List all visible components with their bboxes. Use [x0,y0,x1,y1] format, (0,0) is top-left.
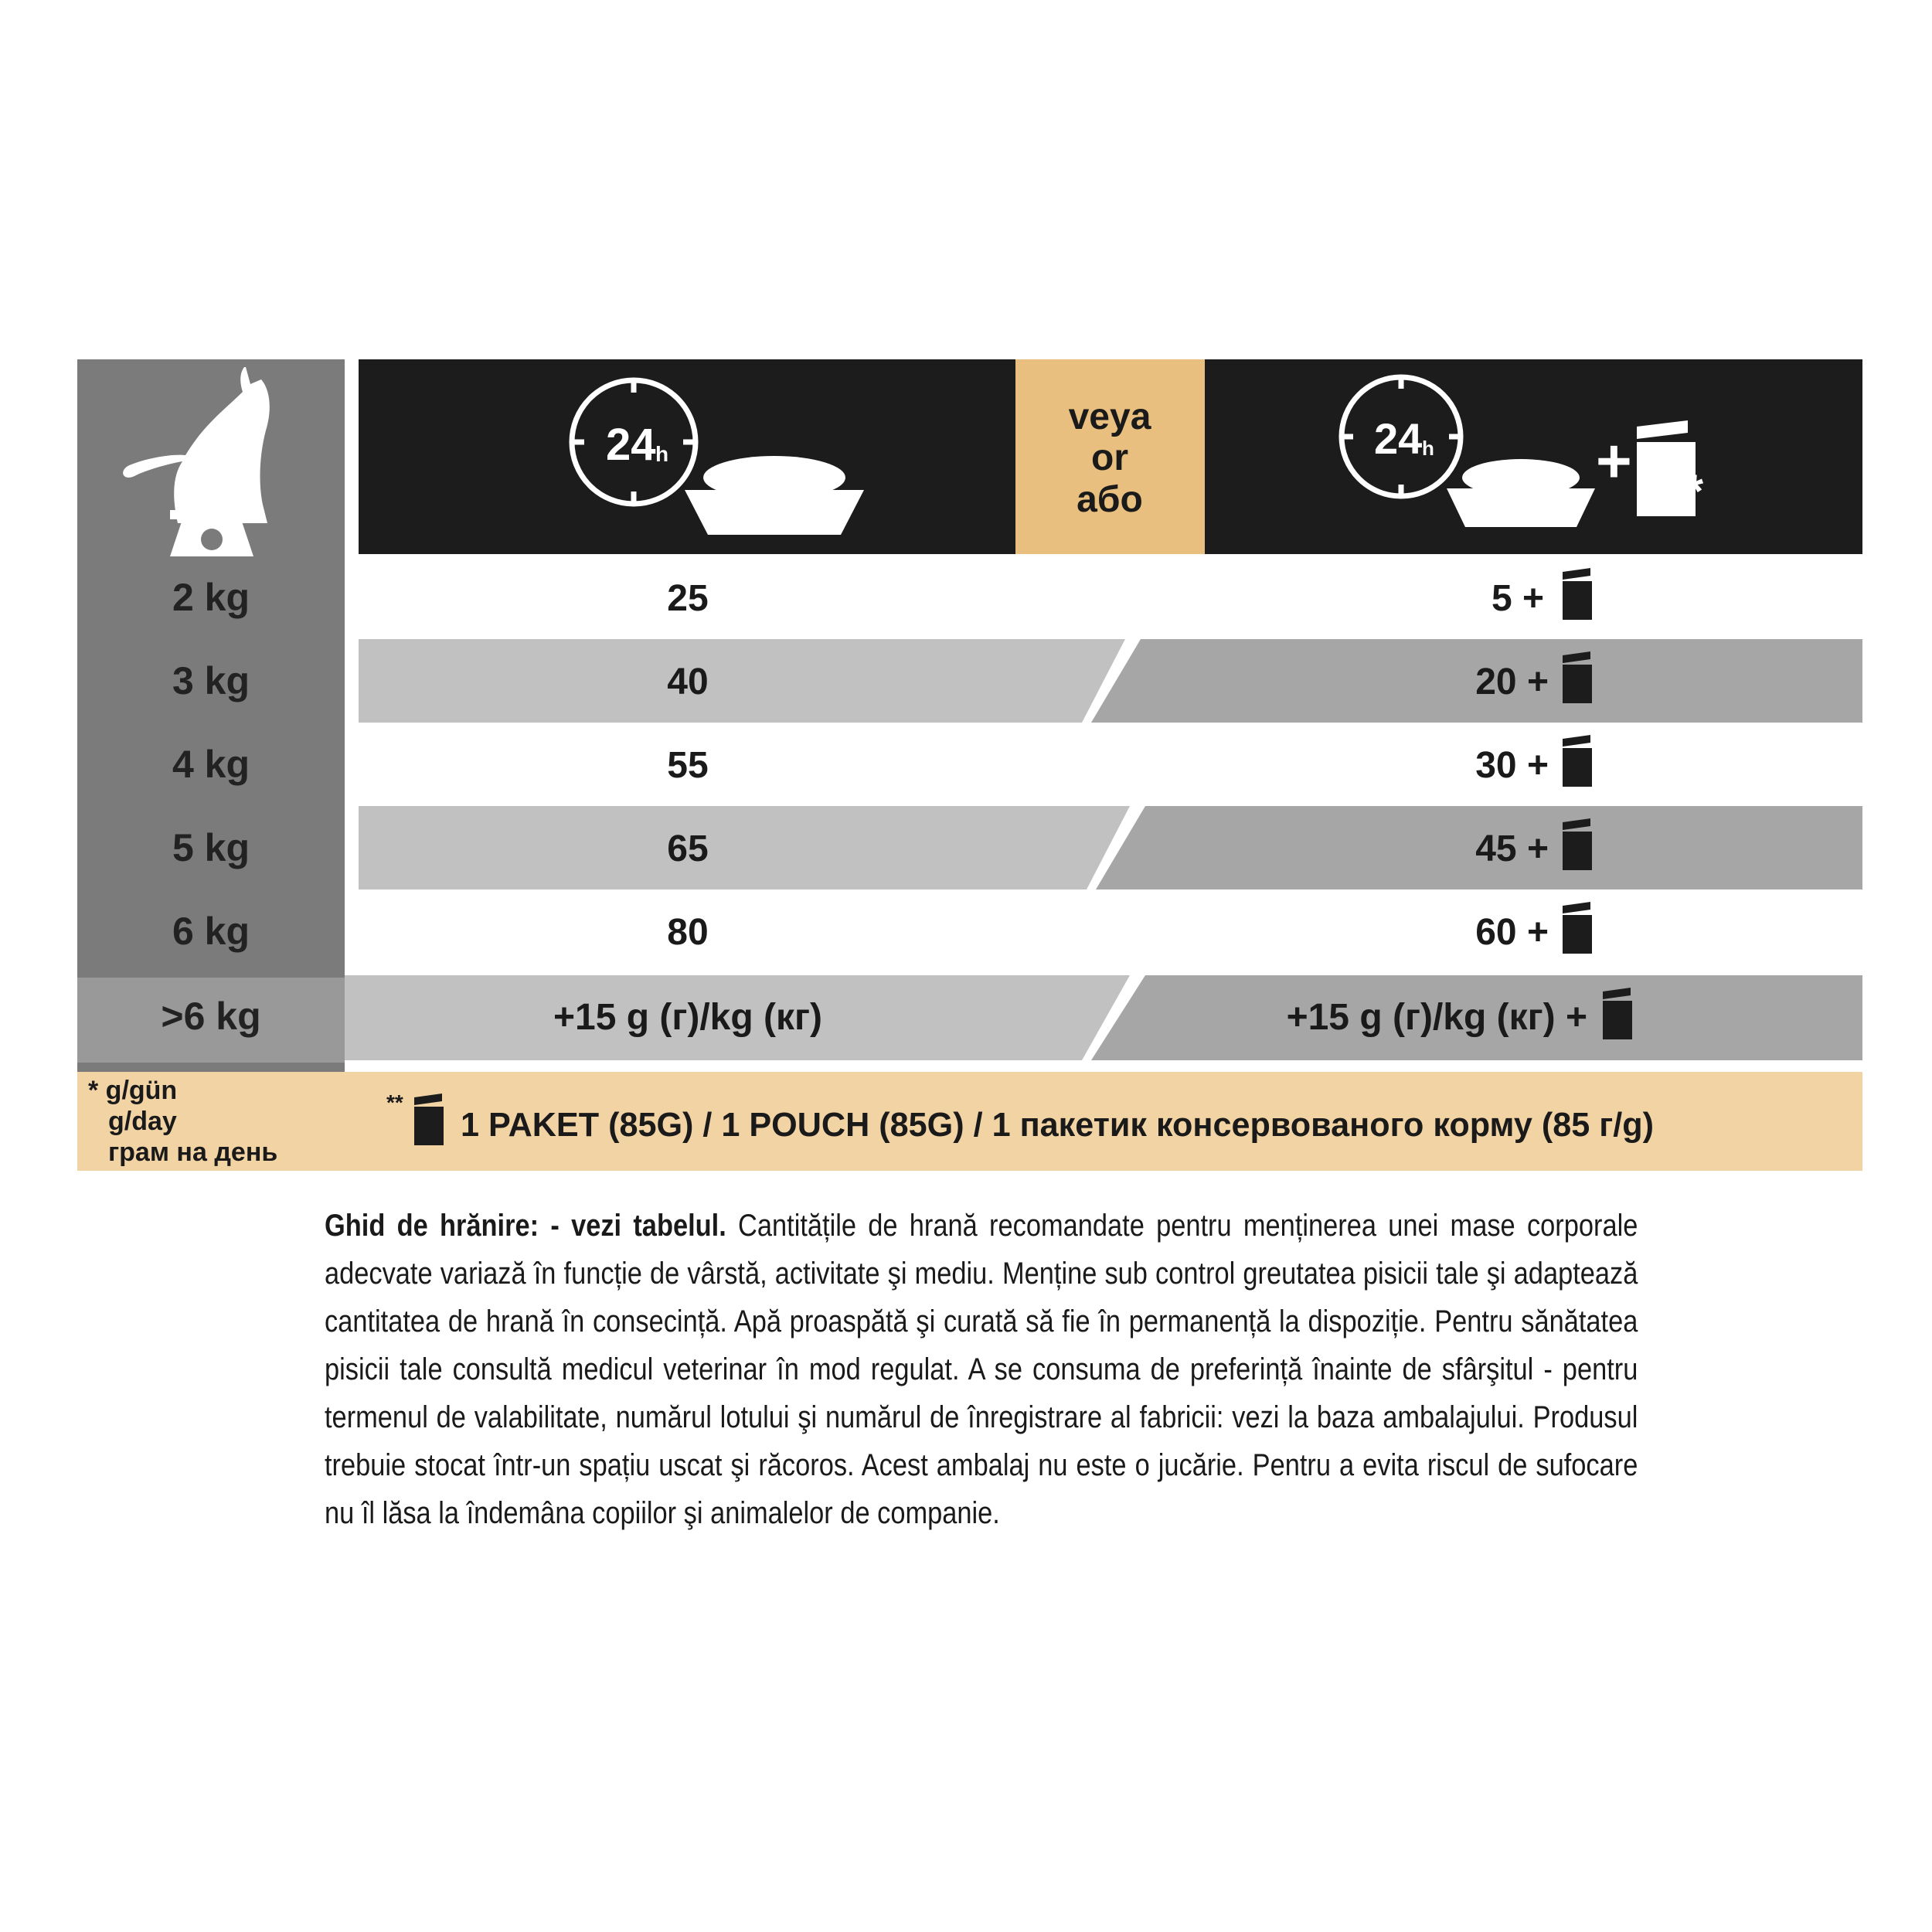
dry-value-5kg: 65 [667,828,709,869]
weight-label-2kg: 2 kg [172,576,250,619]
feeding-guide-body: Cantitățile de hrană recomandate pentru menținerea unei mase corporale adecvate variază în funcție de vârstă, activitate şi mediu. Menține sub control greutatea pisicii tale şi adaptează cantitatea de hrană în consecință. Apă proaspătă şi curată să fie în permanență la dispoziție. Pentru sănătatea pisicii tale consultă medicul veterinar în mod regulat. A se consuma de preferință înainte de sfârşitul - pentru termenul de valabilitate, numărul lotului şi numărul de înregistrare al fabricii: vezi la baza ambalajului. Produsul trebuie stocat într-un spațiu uscat şi răcoros. Acest ambalaj nu este o jucărie. Pentru a evita riscul de sufocare nu îl lăsa la îndemâna copiilor şi animalelor de companie. [325,1209,1638,1530]
dry-value-over6kg: +15 g (г)/kg (кг) [553,997,823,1038]
weight-label-over6kg: >6 kg [161,995,261,1038]
mix-pouch-count: 1** [1641,465,1704,517]
mix-value-3kg: 20 + [1475,662,1549,702]
unit-en: g/day [108,1107,177,1136]
pouch-icon [1563,902,1592,954]
feeding-guide-text [325,1202,1638,1537]
row-3kg-background [359,639,1862,723]
dry-value-6kg: 80 [667,912,709,953]
row-5kg-background [359,806,1862,889]
dry-value-2kg: 25 [667,578,709,619]
feeding-guide-lead: Ghid de hrănire: - vezi tabelul. [325,1209,726,1243]
dry-hours-unit: h [655,442,669,466]
pouch-footnote-marker: ** [386,1090,403,1114]
weight-label-6kg: 6 kg [172,910,250,953]
pouch-icon [1563,568,1592,620]
mix-value-4kg: 30 + [1475,745,1549,786]
pouch-icon [1563,818,1592,870]
mix-value-6kg: 60 + [1475,912,1549,953]
mix-grams-label: g* [1501,497,1527,526]
mix-value-over6kg: +15 g (г)/kg (кг) + [1286,997,1587,1038]
scale-dial-icon [201,529,223,550]
dry-value-4kg: 55 [667,745,709,786]
pouch-icon [1563,651,1592,703]
weight-label-3kg: 3 kg [172,659,250,702]
or-word-uk: або [1077,479,1143,520]
or-word-tr: veya [1068,396,1151,437]
or-word-en: or [1091,437,1128,478]
mix-hours-label: 24 [1374,414,1423,463]
unit-tr: * g/gün [88,1076,178,1105]
dry-grams-label: g* [748,497,779,531]
header-dry-cell [359,359,1015,554]
mix-plus-sign: + [1596,427,1632,495]
pouch-footnote-text: 1 PAKET (85G) / 1 POUCH (85G) / 1 пакетик консервованого корму (85 г/g) [461,1106,1654,1144]
unit-uk: грам на день [108,1138,278,1167]
weight-label-5kg: 5 kg [172,826,250,869]
weight-label-4kg: 4 kg [172,743,250,786]
pouch-icon [1563,735,1592,787]
dry-hours-label: 24 [606,420,656,470]
mix-hours-unit: h [1422,437,1434,460]
pouch-icon [414,1094,444,1145]
pouch-icon [1603,988,1632,1039]
mix-value-2kg: 5 + [1491,578,1544,619]
mix-value-5kg: 45 + [1475,828,1549,869]
dry-value-3kg: 40 [667,662,709,702]
